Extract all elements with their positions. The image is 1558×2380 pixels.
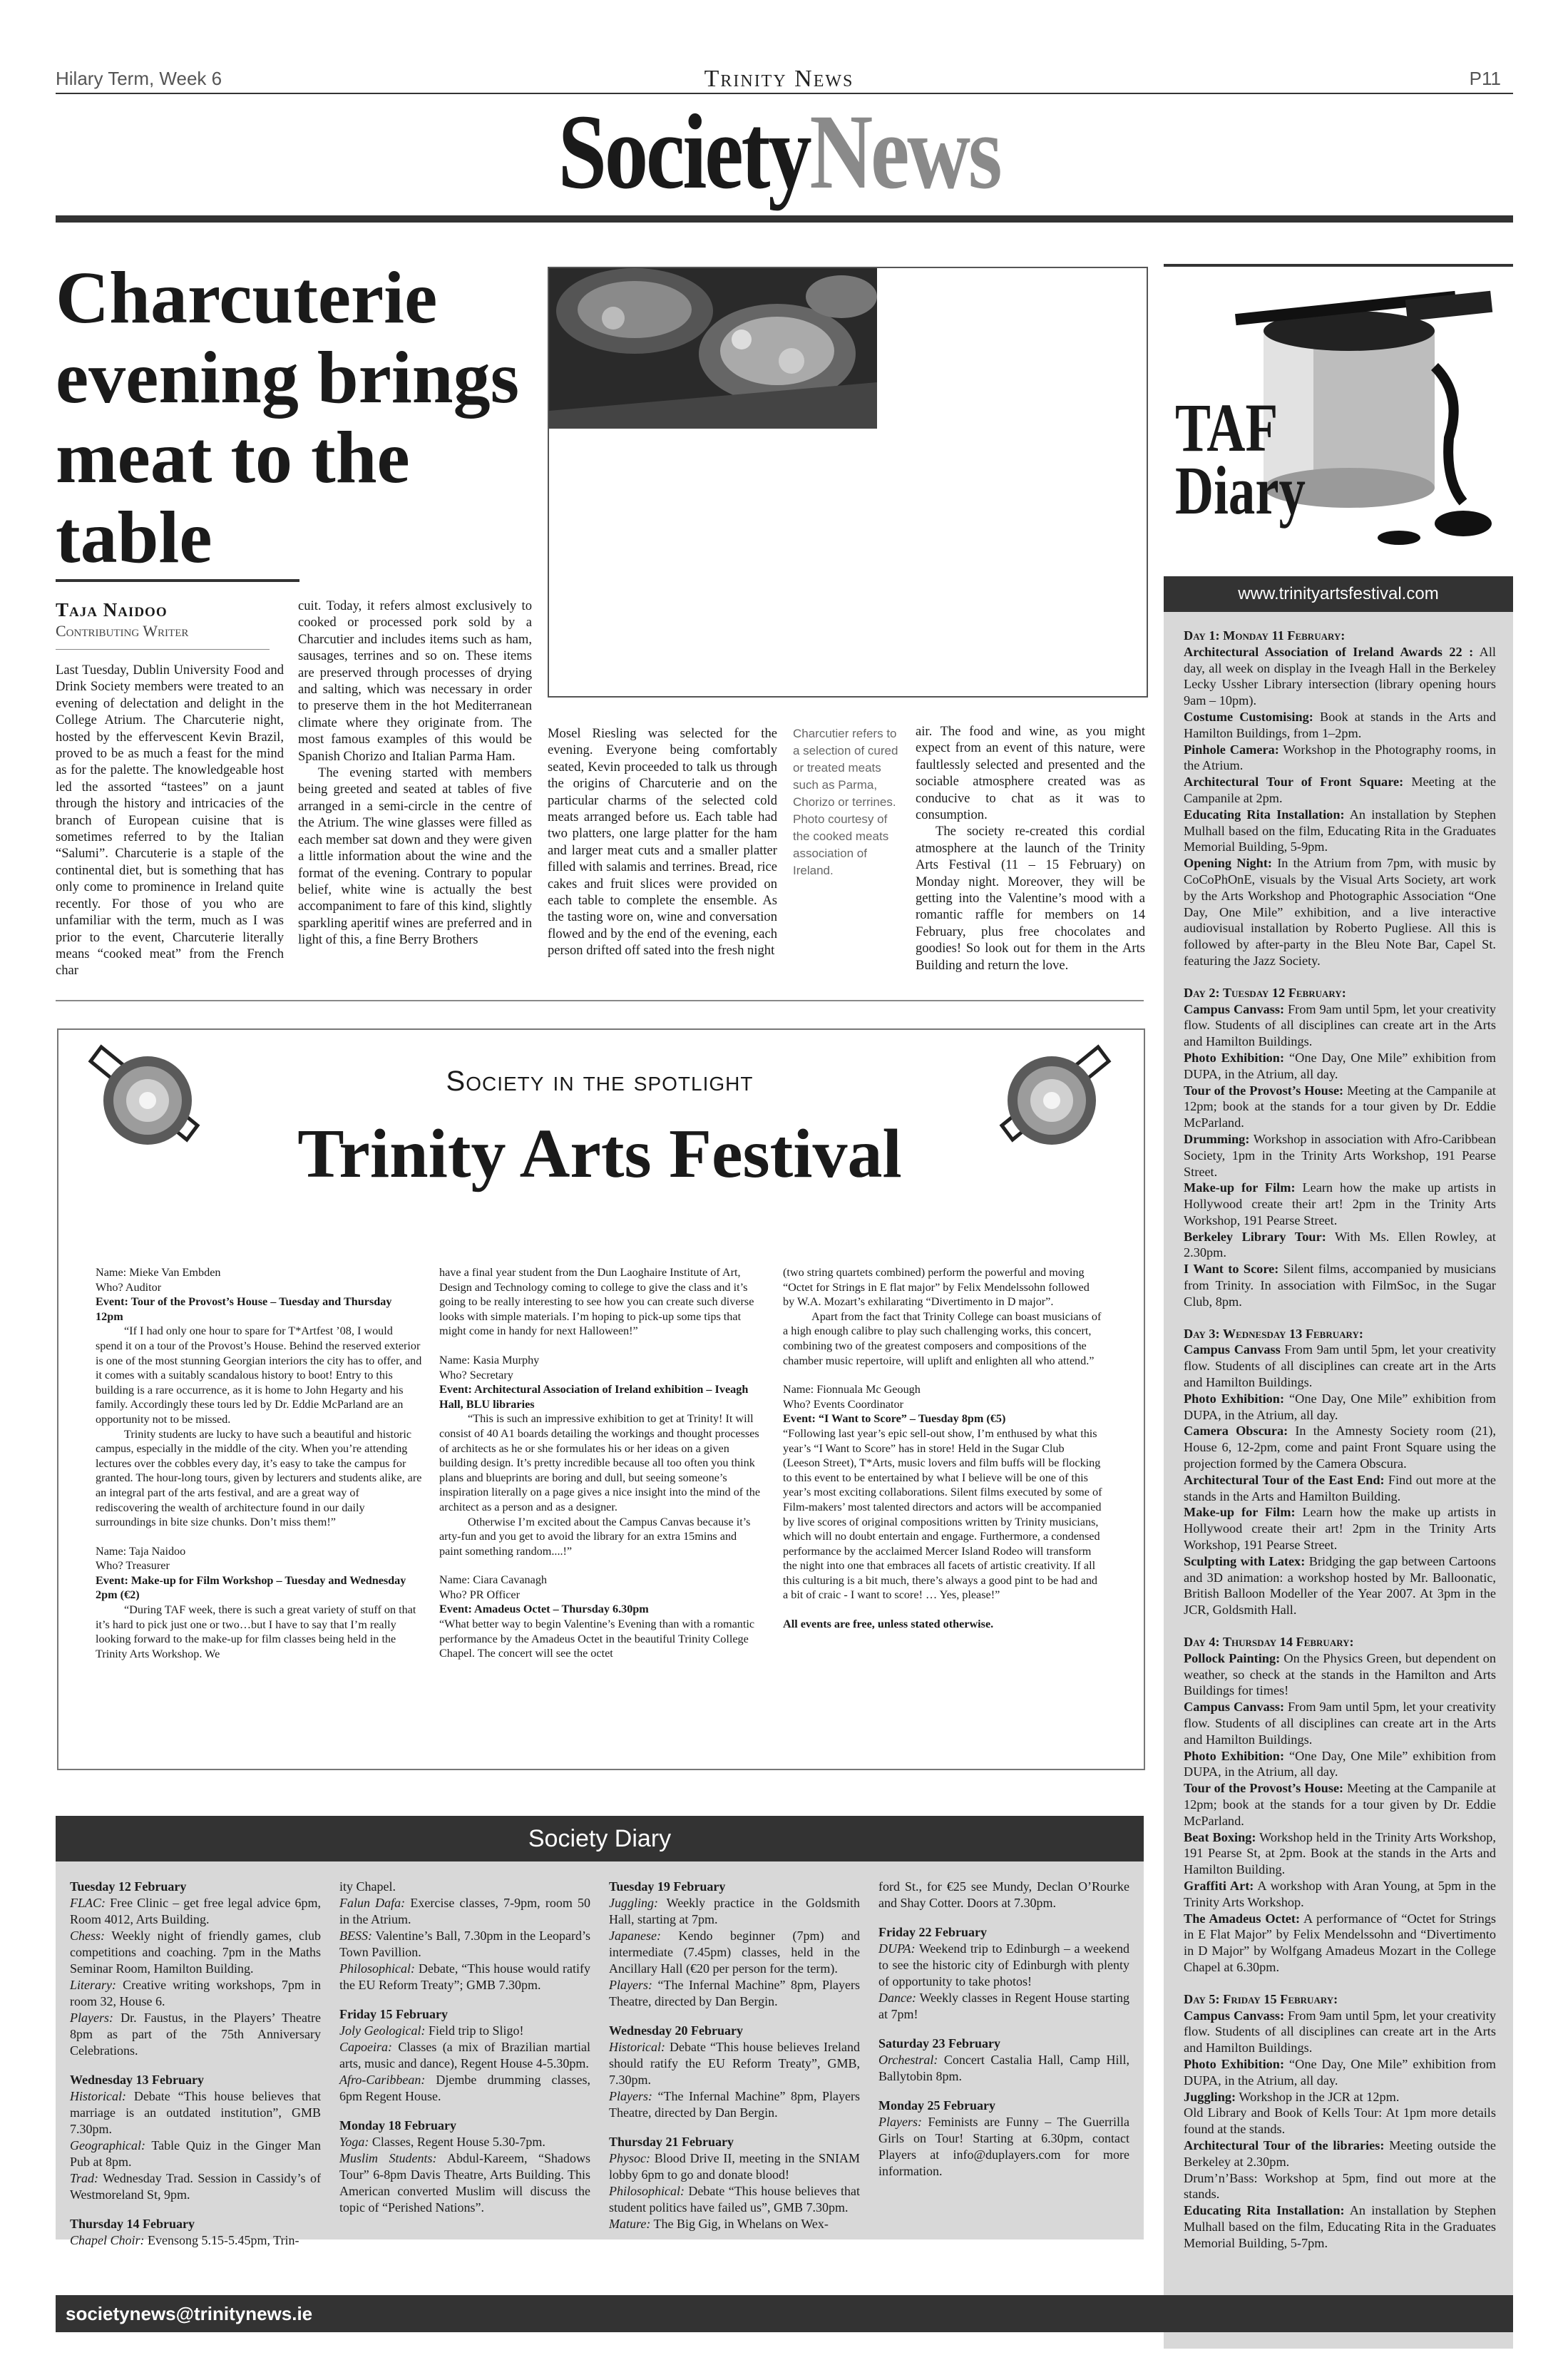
- spacer: [783, 1368, 1102, 1382]
- taf-event-name: Photo Exhibition:: [1184, 2056, 1285, 2071]
- page-number: P11: [1469, 68, 1501, 89]
- entry-details: Debate “This house believes Ireland should ratify the EU Reform Treaty”, GMB, 7.30pm.: [609, 2040, 860, 2087]
- spacer: [96, 1530, 422, 1544]
- entry-details: Weekly practice in the Goldsmith Hall, starting at 7pm.: [609, 1896, 860, 1926]
- society-name: Afro-Caribbean:: [339, 2073, 426, 2087]
- taf-event-details: From 9am until 5pm, let your creativity flow. Students of all disciplines can create art in the Arts and Hamilton Buildings.: [1184, 1342, 1496, 1390]
- taf-event-item: [1184, 1131, 1496, 1180]
- photo-caption: Charcutier refers to a selection of cured or treated meats such as Parma, Chorizo or terrines. Photo courtesy of the cooked meats association of Ireland.: [793, 727, 898, 877]
- taf-event-item: [1184, 1911, 1496, 1976]
- taf-event-details: A workshop with Aran Young, at 5pm in the Trinity Arts Workshop.: [1184, 1878, 1496, 1909]
- taf-event-name: Costume Customising:: [1184, 709, 1313, 724]
- entry-details: Feminists are Funny – The Guerrilla Girls on Tour! Starting at 6.30pm, contact Players at info@duplayers.com for more information.: [878, 2115, 1129, 2178]
- taf-event-item: [1184, 855, 1496, 969]
- taf-event-details: Drum’n’Bass: Workshop at 5pm, find out more at the stands.: [1184, 2170, 1496, 2202]
- diary-entry: [70, 2170, 321, 2203]
- society-name: Players:: [609, 2089, 652, 2103]
- taf-event-item: [1184, 1261, 1496, 1309]
- entry-details: “The Infernal Machine” 8pm, Players Theatre, directed by Dan Bergin.: [609, 1978, 860, 2008]
- diary-date-heading: Tuesday 19 February: [609, 1879, 726, 1894]
- article-role: Contributing Writer: [56, 622, 189, 640]
- spotlight-column-1: [96, 1265, 422, 1661]
- society-name: Dance:: [878, 1991, 916, 2005]
- society-name: Players:: [878, 2115, 922, 2129]
- society-name: Capoeira:: [339, 2040, 392, 2054]
- entry-details: Weekly night of friendly games, club competitions and coaching. 7pm in the Maths Seminar Room, Hamilton Building.: [70, 1929, 321, 1976]
- society-name: Philosophical:: [609, 2184, 685, 2198]
- society-diary-column-4: [878, 1879, 1129, 2180]
- article-paragraph: air. The food and wine, as you might expect from an event of this nature, were faultlessly selected and presented and the sociable atmosphere created was as conducive to chat as it was to consumption.: [916, 724, 1145, 823]
- taf-event-details: In the Amnesty Society room (21), House 6, 12-2pm, come and paint Front Square using the projection formed by the Camera Obscura.: [1184, 1424, 1497, 1471]
- taf-title-line-2: Diary: [1175, 452, 1306, 528]
- taf-event-details: An installation by Stephen Mulhall based on the film, Educating Rita in the Graduates Memorial Building, 5-9pm.: [1184, 807, 1496, 854]
- society-name: Historical:: [609, 2040, 665, 2054]
- society-diary-column-2: [339, 1879, 590, 2216]
- entry-details: Weekend trip to Edinburgh – a weekend to see the historic city of Edinburgh with plenty of opportunity to take photos!: [878, 1941, 1129, 1988]
- diary-entry: [70, 1977, 321, 2010]
- diary-entry: [878, 1990, 1129, 2023]
- interviewee-meta: Who? Auditor: [96, 1280, 162, 1294]
- taf-event-item: [1184, 1553, 1496, 1618]
- event-heading: Event: Make-up for Film Workshop – Tuesday and Wednesday 2pm (€2): [96, 1573, 406, 1602]
- diary-date-heading: Tuesday 12 February: [70, 1879, 187, 1894]
- taf-event-item: [1184, 2138, 1496, 2170]
- article-column-1: [56, 662, 284, 979]
- society-name: FLAC:: [70, 1896, 106, 1910]
- taf-event-item: [1184, 2056, 1496, 2089]
- diary-entry: [878, 2114, 1129, 2180]
- entry-details: Dr. Faustus, in the Players’ Theatre 8pm as part of the 75th Anniversary Celebrations.: [70, 2011, 321, 2058]
- taf-event-item: [1184, 709, 1496, 742]
- event-heading: Event: Tour of the Provost’s House – Tuesday and Thursday 12pm: [96, 1295, 392, 1323]
- society-name: Joly Geological:: [339, 2023, 426, 2038]
- article-paragraph: The society re-created this cordial atmosphere at the launch of the Trinity Arts Festival (11 – 15 February) on Monday night. Moreover, they will be getting into the Valentine’s mood with a romantic raffle for members on 14 February, plus free chocolates and goodies! So look out for them in the Arts Building and return the love.: [916, 824, 1145, 973]
- spacer: [439, 1339, 762, 1353]
- entry-details: Debate, “This house would ratify the EU Reform Treaty”; GMB 7.30pm.: [339, 1961, 590, 1992]
- diary-entry: [339, 1879, 590, 1895]
- taf-event-item: [1184, 644, 1496, 709]
- taf-event-name: Drumming:: [1184, 1131, 1250, 1146]
- diary-entry: [609, 2039, 860, 2088]
- taf-event-item: [1184, 1050, 1496, 1083]
- taf-event-details: Workshop held in the Trinity Arts Workshop, 191 Pearse St, at 2pm. Book at the stands in the Arts and Hamilton Building.: [1184, 1829, 1496, 1877]
- society-name: BESS:: [339, 1929, 372, 1943]
- society-diary-column-1: [70, 1879, 321, 2249]
- taf-event-details: From 9am until 5pm, let your creativity flow. Students of all disciplines can create art in the Arts and Hamilton Buildings.: [1184, 1700, 1497, 1747]
- taf-event-details: Workshop in association with Afro-Caribbean Society, 1pm in the Trinity Arts Workshop, 191 Pearse Street.: [1184, 1131, 1496, 1179]
- diary-entry: [878, 2052, 1129, 2085]
- article-end-rule: [56, 1000, 1144, 1001]
- taf-event-name: Beat Boxing:: [1184, 1829, 1256, 1844]
- taf-diary-listing: [1184, 628, 1496, 2252]
- taf-event-name: Architectural Association of Ireland Awards 22 :: [1184, 644, 1474, 659]
- taf-event-name: Architectural Tour of the East End:: [1184, 1472, 1385, 1487]
- spotlight-column-2: [439, 1265, 762, 1661]
- diary-entry: [70, 1895, 321, 1928]
- event-heading: Event: Amadeus Octet – Thursday 6.30pm: [439, 1603, 649, 1616]
- interview-paragraph: Otherwise I’m excited about the Campus Canvas because it’s arty-fun and you get to avoid the library for an extra 15mins and paint something random....!”: [439, 1515, 751, 1558]
- masthead-rule: [56, 215, 1513, 223]
- masthead-news: News: [809, 93, 1000, 211]
- taf-event-name: Campus Canvass:: [1184, 1700, 1285, 1715]
- interview-paragraph: (two string quartets combined) perform the powerful and moving “Octet for Strings in E flat major” by Felix Mendelssohn followed by W.A. Mozart’s exhilarating “Divertimento in D major”.: [783, 1266, 1090, 1309]
- entry-details: Abdul-Kareem, “Shadows Tour” 6-8pm Davis Theatre, Arts Building. This American converted Muslim will discuss the topic of “Perished Nations”.: [339, 2151, 590, 2215]
- interviewee-meta: Who? Secretary: [439, 1368, 513, 1381]
- taf-event-details: Workshop in the Photography rooms, in the Atrium.: [1184, 742, 1496, 773]
- interviewee-meta: Who? Events Coordinator: [783, 1397, 904, 1411]
- taf-event-name: Photo Exhibition:: [1184, 1050, 1285, 1065]
- taf-event-details: “One Day, One Mile” exhibition from DUPA, in the Atrium, all day.: [1184, 1391, 1496, 1422]
- taf-event-item: [1184, 742, 1496, 775]
- diary-entry: [70, 2138, 321, 2170]
- diary-date-heading: Friday 15 February: [339, 2007, 448, 2021]
- society-name: DUPA:: [878, 1941, 916, 1956]
- society-name: Juggling:: [609, 1896, 658, 1910]
- taf-event-details: From 9am until 5pm, let your creativity flow. Students of all disciplines can create art in the Arts and Hamilton Buildings.: [1184, 2008, 1497, 2055]
- entry-details: ford St., for €25 see Mundy, Declan O’Rourke and Shay Cotter. Doors at 7.30pm.: [878, 1879, 1129, 1910]
- diary-entry: [339, 2134, 590, 2150]
- article-column-2: [298, 598, 532, 949]
- diary-date-heading: Wednesday 20 February: [609, 2023, 744, 2038]
- taf-event-name: Tour of the Provost’s House:: [1184, 1083, 1344, 1098]
- article-author: Taja Naidoo: [56, 599, 168, 620]
- taf-event-item: [1184, 1650, 1496, 1699]
- entry-details: Djembe drumming classes, 6pm Regent House.: [339, 2073, 590, 2103]
- entry-details: Debate “This house believes that student politics have failed us”, GMB 7.30pm.: [609, 2184, 860, 2215]
- taf-event-name: Berkeley Library Tour:: [1184, 1229, 1326, 1244]
- diary-entry: [878, 1941, 1129, 1990]
- entry-details: Table Quiz in the Ginger Man Pub at 8pm.: [70, 2138, 321, 2169]
- event-heading: Event: Architectural Association of Ireland exhibition – Iveagh Hall, BLU libraries: [439, 1383, 749, 1411]
- interviewee-meta: Name: Mieke Van Embden: [96, 1266, 221, 1279]
- interview-paragraph: “This is such an impressive exhibition to get at Trinity! It will consist of 40 A1 boards detailing the workings and thought processes of architects as he or she formulates his or her ideas on a given building design. It’s pretty incredible because all too often you think plans and blueprints are boring and dull, but seeing someone’s inspiration literally on a page gives a nice insight into the mind of the architect as a person and as a designer.: [439, 1412, 761, 1513]
- entry-details: Blood Drive II, meeting in the SNIAM lobby 6pm to go and donate blood!: [609, 2151, 860, 2182]
- interviewee-meta: Name: Kasia Murphy: [439, 1353, 540, 1367]
- contact-email[interactable]: societynews@trinitynews.ie: [66, 2303, 313, 2324]
- taf-event-name: Graffiti Art:: [1184, 1878, 1254, 1893]
- byline-rule: [56, 649, 270, 650]
- diary-entry: [70, 2010, 321, 2059]
- taf-event-name: Pinhole Camera:: [1184, 742, 1279, 757]
- diary-date-heading: Monday 18 February: [339, 2118, 456, 2133]
- taf-event-item: [1184, 2105, 1496, 2138]
- entry-details: Free Clinic – get free legal advice 6pm, Room 4012, Arts Building.: [70, 1896, 321, 1926]
- entry-details: The Big Gig, in Whelans on Wex-: [650, 2217, 829, 2231]
- diary-entry: [339, 2150, 590, 2216]
- interview-paragraph: have a final year student from the Dun Laoghaire Institute of Art, Design and Technology coming to college to give the class and it’s going to be really interesting to see how you can create such diverse looks with simple materials. I’m hoping to pick-up some tips that might come in handy for next Halloween!”: [439, 1266, 754, 1338]
- taf-event-details: Learn how the make up artists in Hollywood create their art! 2pm in the Trinity Arts Workshop, 191 Pearse Street.: [1184, 1505, 1496, 1553]
- taf-event-item: [1184, 1748, 1496, 1781]
- taf-day-heading: Day 3: Wednesday 13 February:: [1184, 1326, 1363, 1341]
- taf-event-item: [1184, 1083, 1496, 1131]
- taf-event-name: Make-up for Film:: [1184, 1180, 1296, 1195]
- society-diary-title: Society Diary: [56, 1816, 1144, 1861]
- spotlight-title: Trinity Arts Festival: [297, 1115, 902, 1192]
- taf-event-item: [1184, 1001, 1496, 1050]
- diary-entry: [609, 1977, 860, 2010]
- taf-event-name: Architectural Tour of the libraries:: [1184, 2138, 1385, 2152]
- taf-event-item: [1184, 1342, 1496, 1390]
- taf-event-details: Workshop in the JCR at 12pm.: [1236, 2089, 1400, 2104]
- entry-details: Kendo beginner (7pm) and intermediate (7.45pm) classes, held in the Ancillary Hall (€20 per person for the term).: [609, 1929, 860, 1976]
- diary-date-heading: Thursday 14 February: [70, 2217, 195, 2231]
- diary-entry: [339, 1895, 590, 1928]
- diary-entry: [609, 1895, 860, 1928]
- society-name: Players:: [70, 2011, 113, 2025]
- taf-title-line-1: TAF: [1175, 389, 1278, 466]
- interviewee-meta: Name: Ciara Cavanagh: [439, 1573, 548, 1587]
- article-column-4: [916, 723, 1145, 974]
- section-masthead: [140, 93, 1418, 211]
- taf-event-item: [1184, 1472, 1496, 1505]
- society-name: Mature:: [609, 2217, 651, 2231]
- diary-entry: [70, 2088, 321, 2138]
- interviewee-meta: Who? Treasurer: [96, 1559, 170, 1573]
- society-name: Trad:: [70, 2171, 99, 2185]
- diary-entry: [609, 2088, 860, 2121]
- taf-event-details: Book at stands in the Arts and Hamilton Buildings, from 1–2pm.: [1184, 709, 1496, 740]
- taf-event-name: Make-up for Film:: [1184, 1505, 1296, 1520]
- entry-details: Concert Castalia Hall, Camp Hill, Ballytobin 8pm.: [878, 2053, 1129, 2083]
- taf-event-details: A performance of “Octet for Strings in E Flat Major” by Felix Mendelssohn and “Divertimento in D Major” by Wolfgang Amadeus Mozart in the College Chapel at 6.30pm.: [1184, 1911, 1497, 1974]
- society-name: Players:: [609, 1978, 652, 1992]
- interview-paragraph: Trinity students are lucky to have such a beautiful and historic campus, especially in the middle of the city. When you’re attending lectures over the cobbles every day, it’s easy to take the campus for granted. The hour-long tours, given by lecturers and students alike, are an integral part of the arts festival, and are a great way of rediscovering the wealth of architecture found in our daily surroundings in bite size chunks. Don’t miss them!”: [96, 1427, 422, 1529]
- taf-event-details: Old Library and Book of Kells Tour: At 1pm more details found at the stands.: [1184, 2105, 1496, 2137]
- interview-paragraph: “During TAF week, there is such a great variety of stuff on that it’s hard to pick just one or two…but I have to say that I’m really looking forward to the make-up for film classes being held in the Trinity Arts Workshop. We: [96, 1603, 416, 1660]
- article-paragraph: Last Tuesday, Dublin University Food and Drink Society members were treated to an evening of delectation and delight in the College Atrium. The Charcuterie night, hosted by the effervescent Kevin Brazil, proved to be as much a feast for the mind as for the palette. The knowledgeable host led the assorted “tastees” on a jaunt through the history and intricacies of the branch of European cuisine that is sometimes referred to by the Italian “Salumi”. Charcuterie is a staple of the continental diet, but is something that has only come to prominence in Ireland quite recently. For those of you who are unfamiliar with the term, much as I was prior to the event, Charcuterie literally means “cooked meat” from the French char: [56, 663, 284, 979]
- diary-entry: [339, 2023, 590, 2039]
- interviewee-meta: Name: Taja Naidoo: [96, 1544, 186, 1558]
- entry-details: Exercise classes, 7-9pm, room 50 in the Atrium.: [339, 1896, 590, 1926]
- taf-event-item: [1184, 2089, 1496, 2105]
- taf-event-name: Juggling:: [1184, 2089, 1236, 2104]
- society-name: Geographical:: [70, 2138, 145, 2152]
- taf-event-name: Educating Rita Installation:: [1184, 2203, 1345, 2218]
- taf-day-heading: Day 1: Monday 11 February:: [1184, 628, 1346, 643]
- article-paragraph: Mosel Riesling was selected for the evening. Everyone being comfortably seated, Kevin proceeded to talk us through the origins of Charcuterie and on the particular charms of the selected cold meats arranged before us. Each table had two platters, one large platter for the ham and larger meat cuts and a smaller platter filled with salamis and terrines. Bread, rice cakes and fruit slices were provided on each table to complete the ensemble. As the tasting wore on, wine and conversation flowed and by the end of the evening, each person drifted off sated into the fresh night: [548, 726, 777, 959]
- entry-details: “The Infernal Machine” 8pm, Players Theatre, directed by Dan Bergin.: [609, 2089, 860, 2120]
- entry-details: Field trip to Sligo!: [425, 2023, 524, 2038]
- diary-entry: [609, 2150, 860, 2183]
- taf-event-details: Find out more at the stands in the Arts and Hamilton Building.: [1184, 1472, 1496, 1503]
- diary-entry: [878, 1879, 1129, 1911]
- entry-details: Wednesday Trad. Session in Cassidy’s of Westmoreland St, 9pm.: [70, 2171, 321, 2202]
- interview-paragraph: “Following last year’s epic sell-out show, I’m enthused by what this year’s “I Want to Score” has in store! Held in the Sugar Club (Leeson Street), T*Arts, music lovers and film buffs will be flocking to this event to be entertained by what I believe will be one of this year’s most exciting collaborations. Silent films executed by some of Film-makers’ most talented directors and actors will be accompanied by live scores of original compositions written by Trinity musicians, which will no doubt entertain and engage. Furthermore, a condensed performance by the acclaimed Mercer Island Rodeo will transform the night into one that embraces all facets of artistic creativity. If all this culturing is a bit much, there’s always a good pint to be had and a bit of craic - I want to score! … Yes, please!”: [783, 1426, 1102, 1602]
- spotlight-column-3: [783, 1265, 1102, 1632]
- taf-event-details: Silent films, accompanied by musicians from Trinity. In association with FilmSoc, in the Sugar Club, 8pm.: [1184, 1262, 1496, 1309]
- taf-event-name: I Want to Score:: [1184, 1262, 1279, 1277]
- taf-event-details: From 9am until 5pm, let your creativity flow. Students of all disciplines can create art in the Arts and Hamilton Buildings.: [1184, 1001, 1497, 1049]
- society-name: Japanese:: [609, 1929, 661, 1943]
- taf-day-heading: Day 2: Tuesday 12 February:: [1184, 985, 1346, 1000]
- taf-event-name: Pollock Painting:: [1184, 1650, 1281, 1665]
- taf-event-details: In the Atrium from 7pm, with music by CoCoPhOnE, visuals by the Visual Arts Society, art work by the Arts Workshop and Photographic Association “One Day, One Mile” exhibition, and a live interactive audiovisual installation by Roberto Pugliese. All this is followed by after-party in the Bleu Note Bar, Capel St. featuring the Jazz Society.: [1184, 856, 1496, 968]
- diary-entry: [339, 2039, 590, 2072]
- entry-details: ity Chapel.: [339, 1879, 396, 1894]
- article-headline: Charcuterie evening brings meat to the table: [56, 257, 520, 578]
- diary-date-heading: Thursday 21 February: [609, 2135, 734, 2149]
- taf-event-details: On the Physics Green, but dependent on weather, so check at the stands in the Hamilton and Arts Buildings for times!: [1184, 1650, 1496, 1698]
- taf-event-item: [1184, 1699, 1496, 1747]
- taf-event-details: “One Day, One Mile” exhibition from DUPA, in the Atrium, all day.: [1184, 1748, 1496, 1779]
- society-name: Yoga:: [339, 2135, 369, 2149]
- entry-details: Debate “This house believes that marriage is an outdated institution”, GMB 7.30pm.: [70, 2089, 321, 2136]
- taf-event-details: Meeting at the Campanile at 2pm.: [1184, 775, 1496, 805]
- entry-details: Classes (a mix of Brazilian martial arts, music and dance), Regent House 4-5.30pm.: [339, 2040, 590, 2070]
- entry-details: Classes, Regent House 5.30-7pm.: [369, 2135, 545, 2149]
- taf-event-name: Campus Canvass:: [1184, 1001, 1285, 1016]
- taf-event-details: Meeting outside the Berkeley at 2.30pm.: [1184, 2138, 1496, 2169]
- diary-entry: [609, 2216, 860, 2232]
- taf-event-item: [1184, 807, 1496, 855]
- society-name: Falun Dafa:: [339, 1896, 406, 1910]
- taf-day-heading: Day 4: Thursday 14 February:: [1184, 1635, 1354, 1650]
- interviewee-meta: Name: Fionnuala Mc Geough: [783, 1383, 921, 1396]
- taf-event-item: [1184, 1423, 1496, 1471]
- diary-date-heading: Wednesday 13 February: [70, 2073, 205, 2087]
- diary-entry: [339, 1961, 590, 1993]
- diary-entry: [70, 1928, 321, 1977]
- taf-event-item: [1184, 1180, 1496, 1228]
- interview-paragraph: “What better way to begin Valentine’s Evening than with a romantic performance by the Amadeus Octet in the beautiful Trinity College Chapel. The concert will see the octet: [439, 1618, 755, 1660]
- interview-paragraph: Apart from the fact that Trinity College can boast musicians of a high enough calibre to play such challenging works, this concert, combining two of the greatest composers and compositions of the chamber music repertoire, will uplift and enlighten all who attend.”: [783, 1309, 1102, 1367]
- diary-date-heading: Monday 25 February: [878, 2098, 995, 2113]
- paper-name: Trinity News: [704, 66, 854, 92]
- charcuterie-photo: [548, 267, 1148, 698]
- taf-event-name: Camera Obscura:: [1184, 1424, 1288, 1439]
- society-name: Muslim Students:: [339, 2151, 437, 2165]
- taf-event-item: [1184, 2202, 1496, 2251]
- taf-diary-title: [1175, 389, 1306, 528]
- taf-event-name: Photo Exhibition:: [1184, 1748, 1285, 1763]
- issue-label: Hilary Term, Week 6: [56, 68, 222, 89]
- spotlight-kicker: Society in the spotlight: [446, 1066, 754, 1097]
- headline-rule: [56, 579, 299, 582]
- society-name: Chess:: [70, 1929, 105, 1943]
- interviewee-meta: Who? PR Officer: [439, 1588, 520, 1601]
- entry-details: Creative writing workshops, 7pm in room 32, House 6.: [70, 1978, 321, 2008]
- taf-event-item: [1184, 1829, 1496, 1878]
- taf-event-name: Campus Canvass: [1184, 1342, 1281, 1357]
- diary-entry: [609, 2183, 860, 2216]
- article-paragraph: cuit. Today, it refers almost exclusively to cooked or processed pork sold by a Charcutier and includes items such as ham, sausages, terrines and so on. These items are preserved through processes of drying and salting, which was necessary in order to preserve them in the hot Mediterranean climate where they originate from. The most famous examples of this would be Spanish Chorizo and Italian Parma Ham.: [298, 598, 532, 764]
- diary-date-heading: Friday 22 February: [878, 1925, 987, 1939]
- society-diary-column-3: [609, 1879, 860, 2232]
- taf-event-item: [1184, 1878, 1496, 1911]
- society-name: Chapel Choir:: [70, 2233, 145, 2247]
- festival-url[interactable]: www.trinityartsfestival.com: [1164, 576, 1513, 612]
- entry-details: Valentine’s Ball, 7.30pm in the Leopard’s Town Pavillion.: [339, 1929, 590, 1959]
- article-column-3: [548, 725, 777, 959]
- diary-entry: [339, 1928, 590, 1961]
- taf-event-item: [1184, 1229, 1496, 1262]
- taf-event-item: [1184, 1780, 1496, 1829]
- taf-event-name: Photo Exhibition:: [1184, 1391, 1285, 1406]
- masthead-society: Society: [558, 93, 810, 211]
- taf-event-name: Sculpting with Latex:: [1184, 1553, 1306, 1568]
- taf-event-name: Architectural Tour of Front Square:: [1184, 775, 1404, 790]
- taf-event-details: Learn how the make up artists in Hollywood create their art! 2pm in the Trinity Arts Workshop, 191 Pearse Street.: [1184, 1180, 1496, 1227]
- society-name: Orchestral:: [878, 2053, 938, 2067]
- taf-event-name: Educating Rita Installation:: [1184, 807, 1345, 822]
- taf-event-item: [1184, 774, 1496, 807]
- taf-event-details: “One Day, One Mile” exhibition from DUPA, in the Atrium, all day.: [1184, 2056, 1496, 2088]
- taf-event-details: All day, all week on display in the Iveagh Hall in the Berkeley Lecky Ussher Library intersection (library opening hours 9am – 10pm).: [1184, 644, 1497, 708]
- taf-event-details: Bridging the gap between Cartoons and 3D animation: a workshop hosted by Mr. Balloonatic, British Balloon Modeller of the Year 2007. At 3pm in the JCR, Goldsmith Hall.: [1184, 1553, 1496, 1618]
- taf-event-name: Tour of the Provost’s House:: [1184, 1781, 1344, 1796]
- article-paragraph: The evening started with members being greeted and seated at tables of five arranged in a semi-circle in the centre of the Atrium. The wine glasses were filled as each member sat down and they were given a little information about the wine and the format of the evening. Contrary to popular belief, white wine is actually the best accompaniment to fare of this kind, slightly sparkling aperitif wines are preferred and in light of this, a fine Berry Brothers: [298, 765, 532, 948]
- society-name: Physoc:: [609, 2151, 650, 2165]
- society-name: Philosophical:: [339, 1961, 415, 1976]
- spacer: [783, 1603, 1102, 1617]
- diary-entry: [70, 2232, 321, 2249]
- society-name: Literary:: [70, 1978, 116, 1992]
- taf-event-name: Campus Canvass:: [1184, 2008, 1285, 2023]
- food-platter-image: [549, 268, 1147, 429]
- taf-event-item: [1184, 2170, 1496, 2203]
- spacer: [439, 1558, 762, 1573]
- entry-details: Weekly classes in Regent House starting at 7pm!: [878, 1991, 1129, 2021]
- entry-details: Evensong 5.15-5.45pm, Trin-: [144, 2233, 299, 2247]
- taf-event-name: Opening Night:: [1184, 856, 1273, 871]
- diary-date-heading: Saturday 23 February: [878, 2036, 1000, 2050]
- taf-event-details: An installation by Stephen Mulhall based on the film, Educating Rita in the Graduates Memorial Building, 5-7pm.: [1184, 2203, 1496, 2250]
- event-heading: All events are free, unless stated otherwise.: [783, 1618, 994, 1631]
- footer-bar: [56, 2295, 1513, 2332]
- taf-event-details: “One Day, One Mile” exhibition from DUPA, in the Atrium, all day.: [1184, 1050, 1496, 1081]
- taf-event-details: Meeting at the Campanile at 12pm; book at the stands for a tour given by Dr. Eddie McParland.: [1184, 1781, 1496, 1828]
- event-heading: Event: “I Want to Score” – Tuesday 8pm (€5): [783, 1412, 1006, 1426]
- taf-event-item: [1184, 2008, 1496, 2056]
- taf-event-item: [1184, 1504, 1496, 1553]
- taf-event-item: [1184, 1391, 1496, 1424]
- taf-day-heading: Day 5: Friday 15 February:: [1184, 1991, 1338, 2006]
- diary-entry: [609, 1928, 860, 1977]
- interview-paragraph: “If I had only one hour to spare for T*Artfest ’08, I would spend it on a tour of the Provost’s House. Behind the reserved exterior is one of the most stunning Georgian interiors the city has to offer, and it comes with a suitably scandalous history to boot! Entry to this building is a rare occurrence, as it is home to John Hegarty and his family. Accordingly these tours led by Dr. Eddie McParland are an opportunity not to be missed.: [96, 1324, 422, 1426]
- diary-entry: [339, 2072, 590, 2105]
- society-name: Historical:: [70, 2089, 126, 2103]
- taf-event-name: The Amadeus Octet:: [1184, 1911, 1301, 1926]
- taf-event-details: With Ms. Ellen Rowley, at 2.30pm.: [1184, 1229, 1496, 1260]
- taf-event-details: Meeting at the Campanile at 12pm; book at the stands for a tour given by Dr. Eddie McParland.: [1184, 1083, 1496, 1130]
